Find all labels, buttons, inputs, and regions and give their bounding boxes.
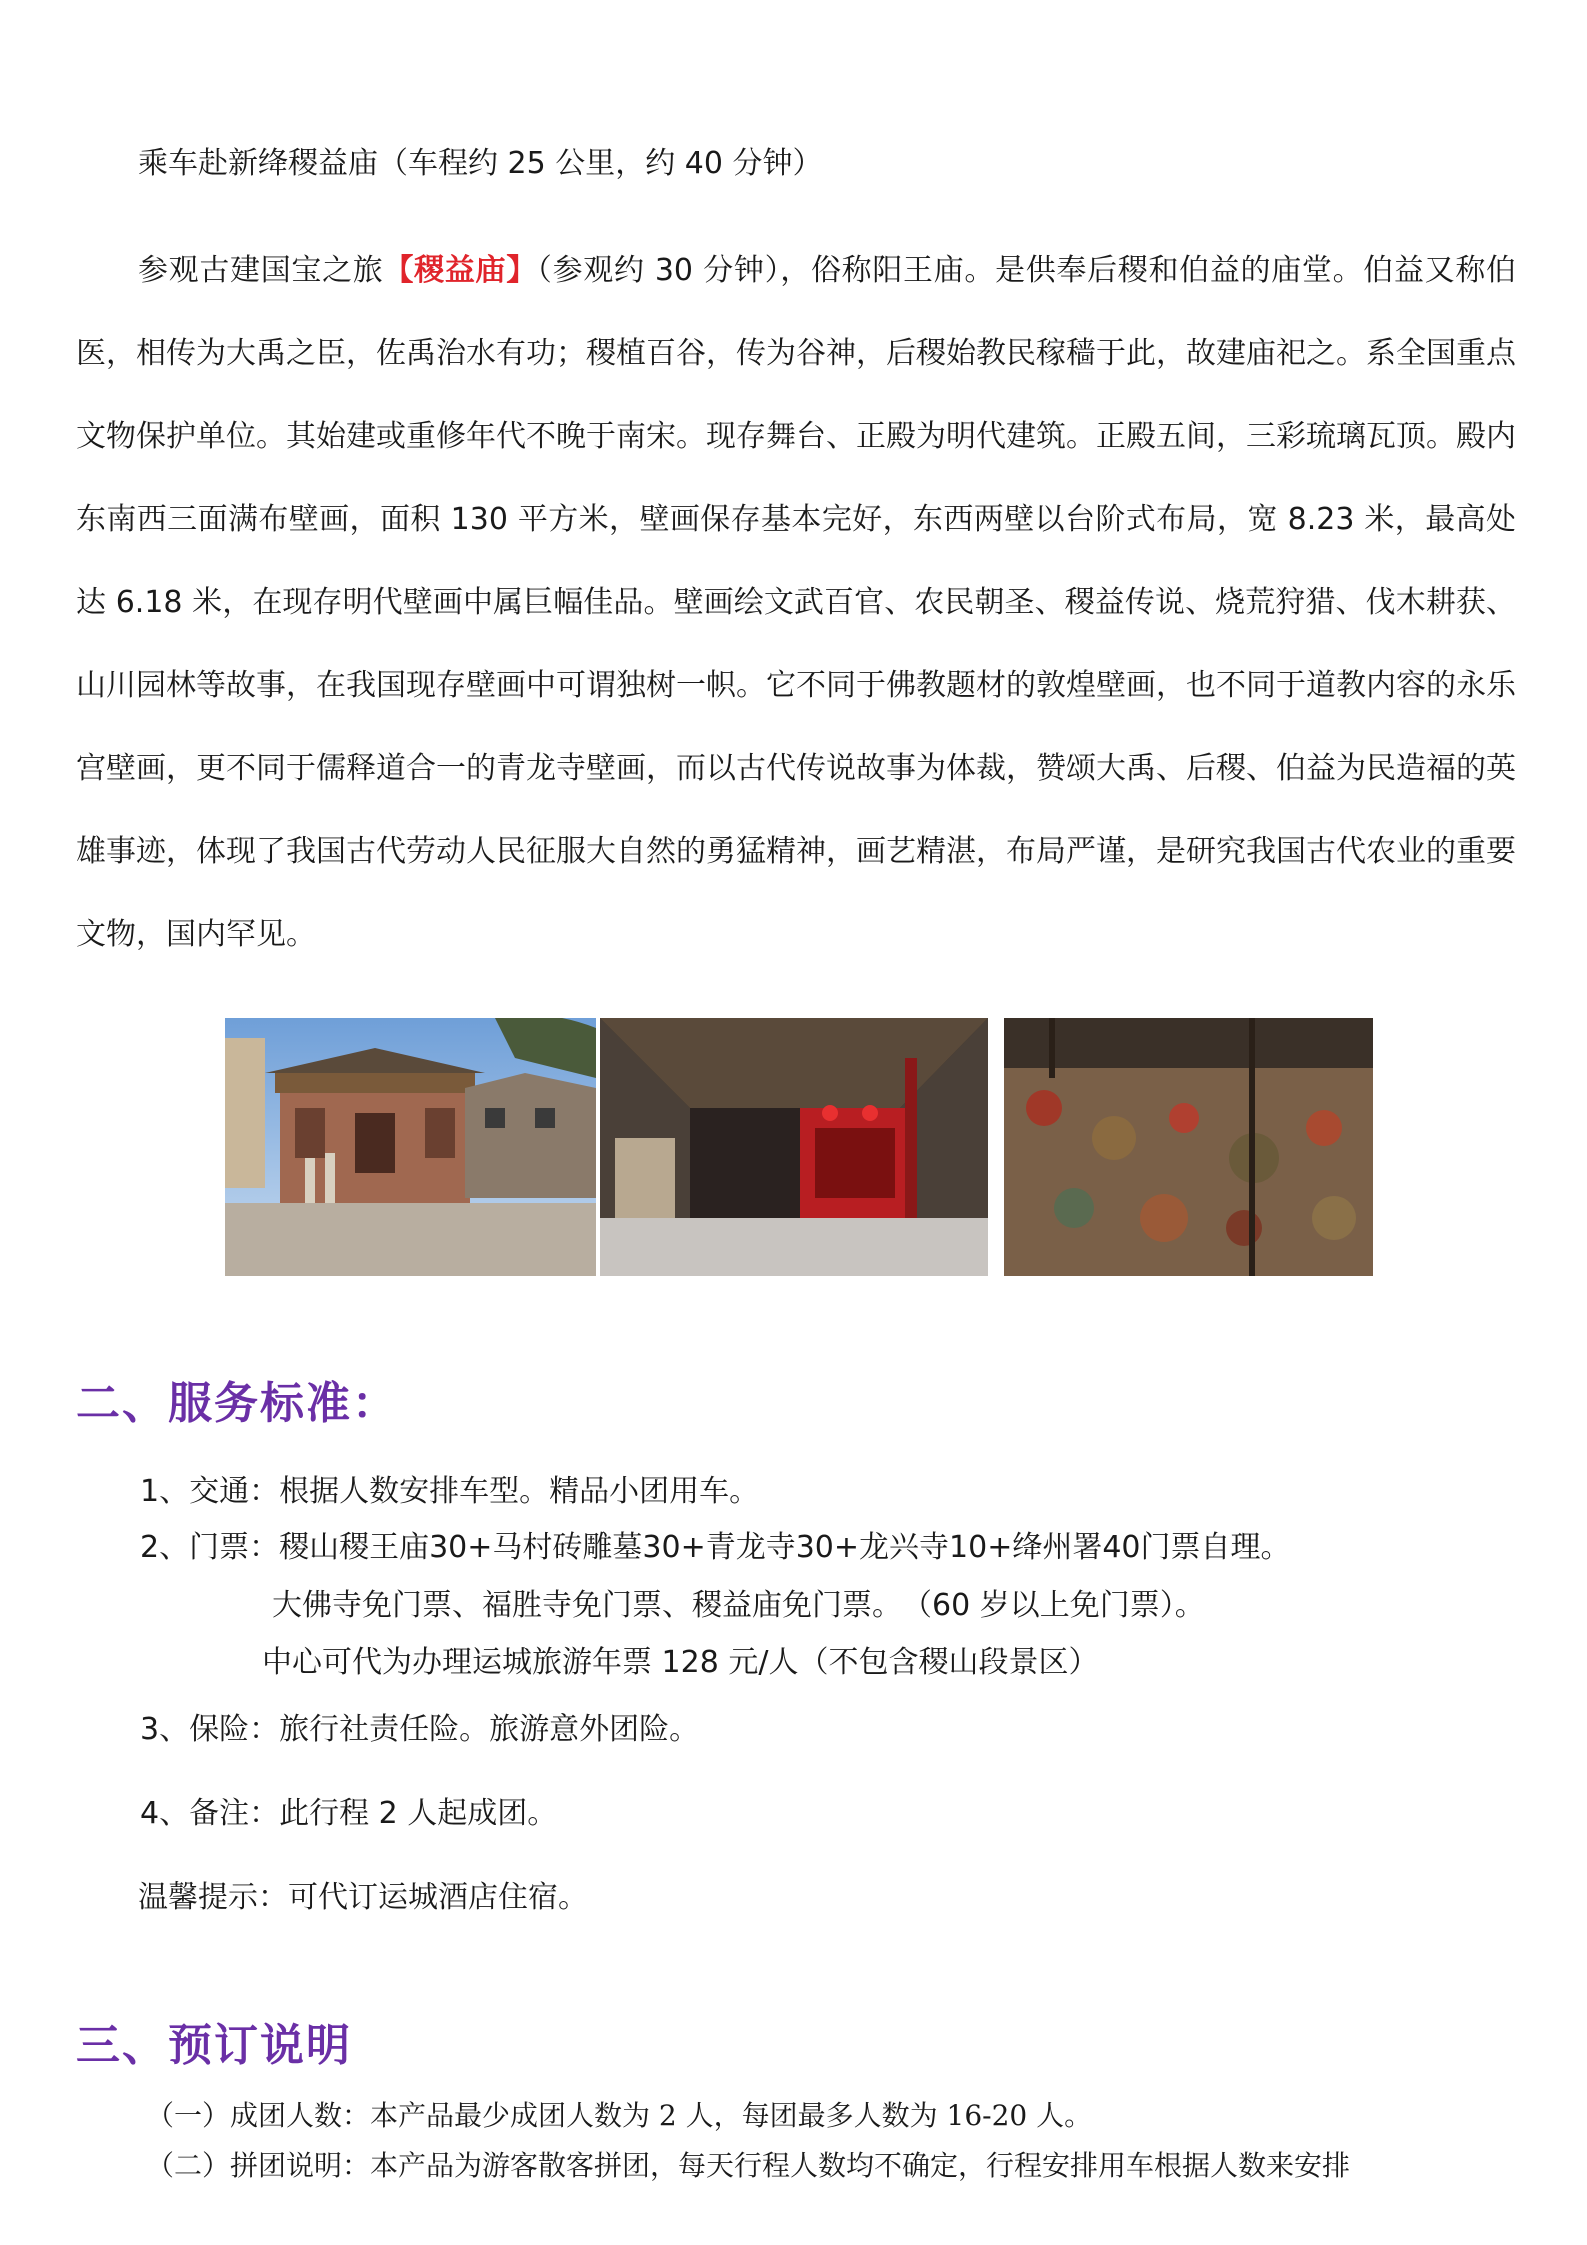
booking-item-group-merge: （二）拼团说明：本产品为游客散客拼团，每天行程人数均不确定，行程安排用车根据人数来安排 <box>146 2149 1351 2182</box>
booking-heading: 三、预订说明 <box>76 2020 352 2071</box>
mural-photo <box>1004 1018 1373 1276</box>
service-item-tickets-free: 大佛寺免门票、福胜寺免门票、稷益庙免门票。 （60 岁以上免门票）。 <box>272 1588 1205 1623</box>
drive-line: 乘车赴新绛稷益庙（车程约 25 公里，约 40 分钟） <box>138 146 823 181</box>
service-tip: 温馨提示：可代订运城酒店住宿。 <box>138 1880 588 1915</box>
service-heading: 二、服务标准： <box>76 1378 398 1429</box>
visit-prefix: 参观古建国宝之旅 <box>138 253 384 288</box>
temple-interior-photo <box>600 1018 988 1276</box>
booking-item-group-size: （一）成团人数：本产品最少成团人数为 2 人，每团最多人数为 16-20 人。 <box>146 2099 1093 2132</box>
temple-exterior-photo <box>225 1018 596 1276</box>
service-item-transport: 1、交通：根据人数安排车型。精品小团用车。 <box>140 1474 760 1509</box>
service-item-tickets-annual: 中心可代为办理运城旅游年票 128 元/人（不包含稷山段景区） <box>262 1645 1099 1680</box>
visit-body: （参观约 30 分钟），俗称阳王庙。是供奉后稷和伯益的庙堂。伯益又称伯医，相传为大禹之臣，佐禹治水有功；稷植百谷，传为谷神，后稷始教民稼穑于此，故建庙祀之。系全国重点文物保护单位。其始建或重修年代不晚于南宋。现存舞台、正殿为明代建筑。正殿五间，三彩琉璃瓦顶。殿内东南西三面满布壁画，面积 130 平方米，壁画保存基本完好，东西两壁以台阶式布局，宽 8.23 米，最高处达 6.18 米，在现存明代壁画中属巨幅佳品。壁画绘文武百官、农民朝圣、稷益传说、烧荒狩猎、伐木耕获、山川园林等故事，在我国现存壁画中可谓独树一帜。它不同于佛教题材的敦煌壁画，也不同于道教内容的永乐宫壁画，更不同于儒释道合一的青龙寺壁画，而以古代传说故事为体裁，赞颂大禹、后稷、伯益为民造福的英雄事迹，体现了我国古代劳动人民征服大自然的勇猛精神，画艺精湛，布局严谨，是研究我国古代农业的重要文物，国内罕见。 <box>76 253 1517 952</box>
service-item-insurance: 3、保险：旅行社责任险。旅游意外团险。 <box>140 1712 700 1747</box>
service-item-tickets: 2、门票：稷山稷王庙30+马村砖雕墓30+青龙寺30+龙兴寺10+绛州署40门票自理。 <box>140 1530 1291 1565</box>
temple-description <box>76 229 1516 976</box>
service-item-notes: 4、备注：此行程 2 人起成团。 <box>140 1796 558 1831</box>
temple-name: 【稷益庙】 <box>383 253 537 288</box>
